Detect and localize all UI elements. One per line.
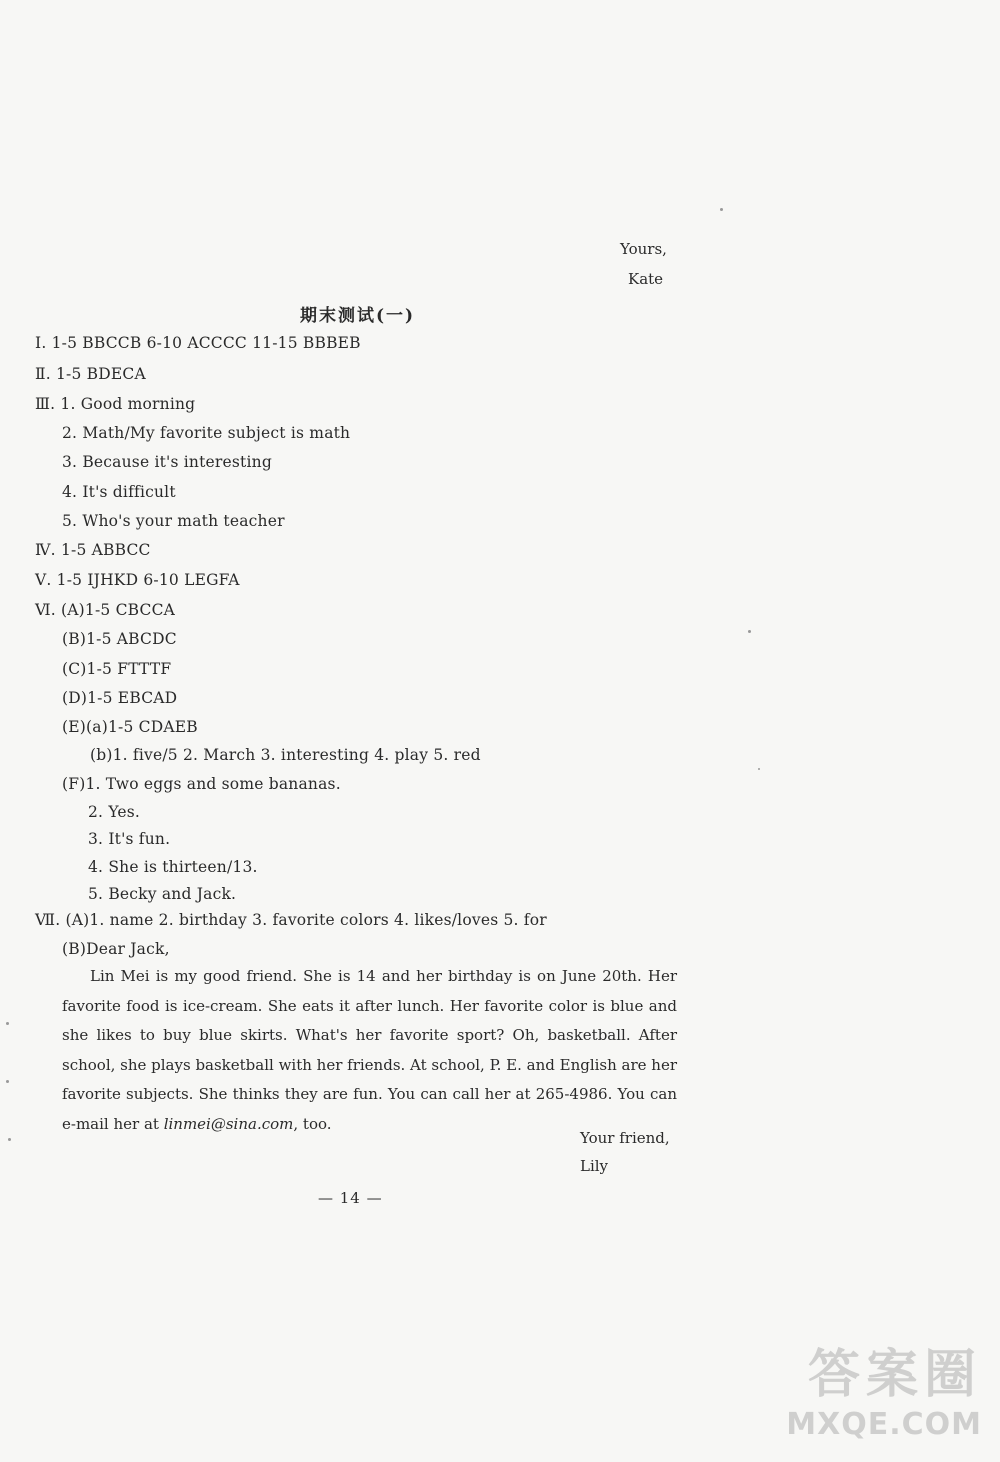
scan-speck <box>8 1138 11 1141</box>
watermark-logo <box>712 1332 982 1442</box>
section-4-answers: Ⅳ. 1-5 ABBCC <box>35 541 151 559</box>
section-6-part-d: (D)1-5 EBCAD <box>62 689 178 707</box>
page-title: 期末测试(一) <box>300 306 416 326</box>
scan-speck <box>6 1022 9 1025</box>
section-6-part-a: Ⅵ. (A)1-5 CBCCA <box>35 601 176 619</box>
section-3-item-3: 3. Because it's interesting <box>62 453 272 471</box>
section-3-item-5: 5. Who's your math teacher <box>62 512 285 530</box>
scan-speck <box>748 630 751 633</box>
section-6-part-c: (C)1-5 FTTTF <box>62 660 172 678</box>
section-2-answers: Ⅱ. 1-5 BDECA <box>35 365 146 383</box>
section-5-answers: Ⅴ. 1-5 IJHKD 6-10 LEGFA <box>35 571 240 589</box>
section-6-part-f-item-4: 4. She is thirteen/13. <box>88 858 258 876</box>
letter-text: Lin Mei is my good friend. She is 14 and her birthday is on June 20th. Her favorite food is ice-cream. She eats it after lunch. Her favorite color is blue and she likes to buy blue skirts. What's her favorite sport? Oh, basketball. After school, she plays basketball with her friends. At school, P. E. and English are her favorite subjects. She thinks they are fun. You can call her at 265-4986. You can e-mail her at <box>62 967 678 1133</box>
section-6-part-e-a: (E)(a)1-5 CDAEB <box>62 718 198 736</box>
letter-email: linmei@sina.com <box>163 1114 294 1133</box>
section-3-item-2: 2. Math/My favorite subject is math <box>62 424 351 442</box>
section-6-part-b: (B)1-5 ABCDC <box>62 630 177 648</box>
letter-email-tail: , too. <box>293 1114 332 1133</box>
scan-speck <box>758 768 760 770</box>
section-6-part-f-item-1: (F)1. Two eggs and some bananas. <box>62 775 341 793</box>
section-3-item-1: Ⅲ. 1. Good morning <box>35 395 196 413</box>
section-7-part-b-greeting: (B)Dear Jack, <box>62 940 170 958</box>
section-6-part-f-item-3: 3. It's fun. <box>88 830 171 848</box>
scan-speck <box>6 1080 9 1083</box>
watermark-chinese: 答案圈 <box>807 1345 982 1405</box>
scan-speck <box>720 208 723 211</box>
section-6-part-f-item-5: 5. Becky and Jack. <box>88 885 237 903</box>
watermark-english: MXQE.COM <box>786 1407 982 1442</box>
section-6-part-e-b: (b)1. five/5 2. March 3. interesting 4. play 5. red <box>90 746 481 764</box>
page-number: — 14 — <box>318 1189 383 1207</box>
header-signature-name: Kate <box>628 270 664 288</box>
header-signature-closing: Yours, <box>620 240 667 258</box>
section-7-part-a: Ⅶ. (A)1. name 2. birthday 3. favorite colors 4. likes/loves 5. for <box>35 911 547 929</box>
section-1-answers: Ⅰ. 1-5 BBCCB 6-10 ACCCC 11-15 BBBEB <box>35 334 361 352</box>
letter-body <box>62 962 677 1139</box>
footer-signature-name: Lily <box>580 1157 609 1175</box>
section-6-part-f-item-2: 2. Yes. <box>88 803 141 821</box>
footer-signature-closing: Your friend, <box>580 1129 670 1147</box>
section-3-item-4: 4. It's difficult <box>62 483 176 501</box>
